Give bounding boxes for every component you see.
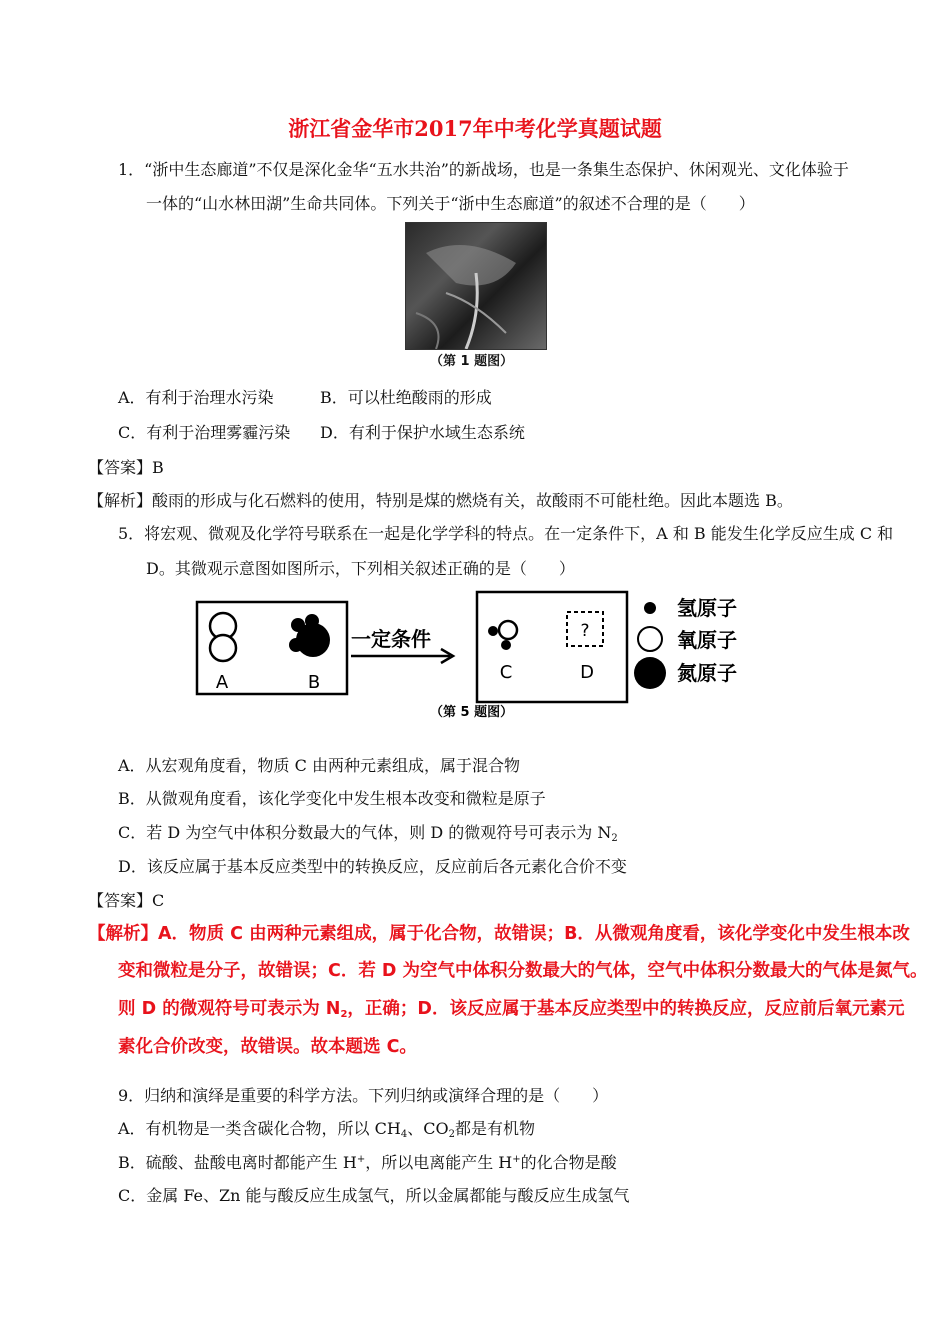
q9-option-c: C．金属 Fe、Zn 能与酸反应生成氢气，所以金属都能与酸反应生成氢气 [118,1186,630,1205]
q1-option-a: A．有利于治理水污染 [118,388,274,407]
q1-answer: 【答案】B [88,458,164,477]
q5-option-a: A．从宏观角度看，物质 C 由两种元素组成，属于混合物 [118,756,520,775]
legend-nitrogen-label: 氮原子 [677,661,737,685]
q1-photo [405,222,547,350]
q5-analysis-line1: 【解析】A．物质 C 由两种元素组成，属于化合物，故错误；B．从微观角度看，该化学变化中发生根本改 [88,924,910,944]
label-c: C [499,662,513,683]
hydrogen-atom-icon [501,640,511,650]
legend-oxygen-label: 氧原子 [677,628,737,652]
q5-stem-line2: D。其微观示意图如图所示，下列相关叙述正确的是（ ） [146,559,575,578]
page-title: 浙江省金华市2017年中考化学真题试题 [288,116,662,141]
unknown-mark: ? [580,621,590,641]
q1-option-d: D．有利于保护水域生态系统 [320,423,525,442]
legend-hydrogen-icon [644,602,656,614]
hydrogen-atom-icon [289,638,303,652]
q5-answer: 【答案】C [88,891,165,910]
arrow-condition-text: 一定条件 [351,627,431,651]
q9-stem: 9．归纳和演绎是重要的科学方法。下列归纳或演绎合理的是（ ） [118,1086,609,1105]
label-b: B [307,672,321,693]
q5-option-c: C．若 D 为空气中体积分数最大的气体，则 D 的微观符号可表示为 $N_2$ [118,823,618,844]
q1-option-b: B．可以杜绝酸雨的形成 [320,388,492,407]
product-box [477,592,627,702]
q5-stem-line1: 5．将宏观、微观及化学符号联系在一起是化学学科的特点。在一定条件下，A 和 B 能发生化学反应生成 C 和 [118,524,894,543]
hydrogen-atom-icon [488,626,498,636]
q5-option-b: B．从微观角度看，该化学变化中发生根本改变和微粒是原子 [118,789,546,808]
hydrogen-atom-icon [305,614,319,628]
oxygen-atom-icon [499,621,517,639]
q1-option-c: C．有利于治理雾霾污染 [118,423,291,442]
q5-analysis-line4: 素化合价改变，故错误。故本题选 C。 [118,1037,417,1057]
legend-nitrogen-icon [634,657,666,689]
label-a: A [215,672,229,693]
q5-reaction-diagram [195,588,775,728]
q5-option-d: D．该反应属于基本反应类型中的转换反应，反应前后各元素化合价不变 [118,857,627,876]
legend-oxygen-icon [638,627,662,651]
q5-figure-caption: （第 5 题图） [430,705,514,720]
q5-analysis-line2: 变和微粒是分子，故错误；C．若 D 为空气中体积分数最大的气体，空气中体积分数最大的气体是氮气。 [118,961,928,981]
hydrogen-atom-icon [291,618,305,632]
oxygen-atom-icon [210,635,236,661]
label-d: D [580,662,594,683]
q9-option-b: B．硫酸、盐酸电离时都能产生 H+，所以电离能产生 H+的化合物是酸 [118,1153,617,1172]
q1-stem-line1: 1．“浙中生态廊道”不仅是深化金华“五水共治”的新战场，也是一条集生态保护、休闲观光、文化体验于 [118,160,849,179]
q1-stem-line2: 一体的“山水林田湖”生命共同体。下列关于“浙中生态廊道”的叙述不合理的是（ ） [146,194,755,213]
q1-analysis: 【解析】酸雨的形成与化石燃料的使用，特别是煤的燃烧有关，故酸雨不可能杜绝。因此本题选 B。 [88,491,793,510]
q5-analysis-line3: 则 D 的微观符号可表示为 $N_2$，正确；D．该反应属于基本反应类型中的转换反应，反应前后氧元素元 [118,999,905,1020]
legend-hydrogen-label: 氢原子 [677,596,737,620]
q9-option-a: A．有机物是一类含碳化合物，所以 $CH_4$、$CO_2$都是有机物 [118,1119,535,1140]
q1-figure-caption: （第 1 题图） [430,354,514,369]
